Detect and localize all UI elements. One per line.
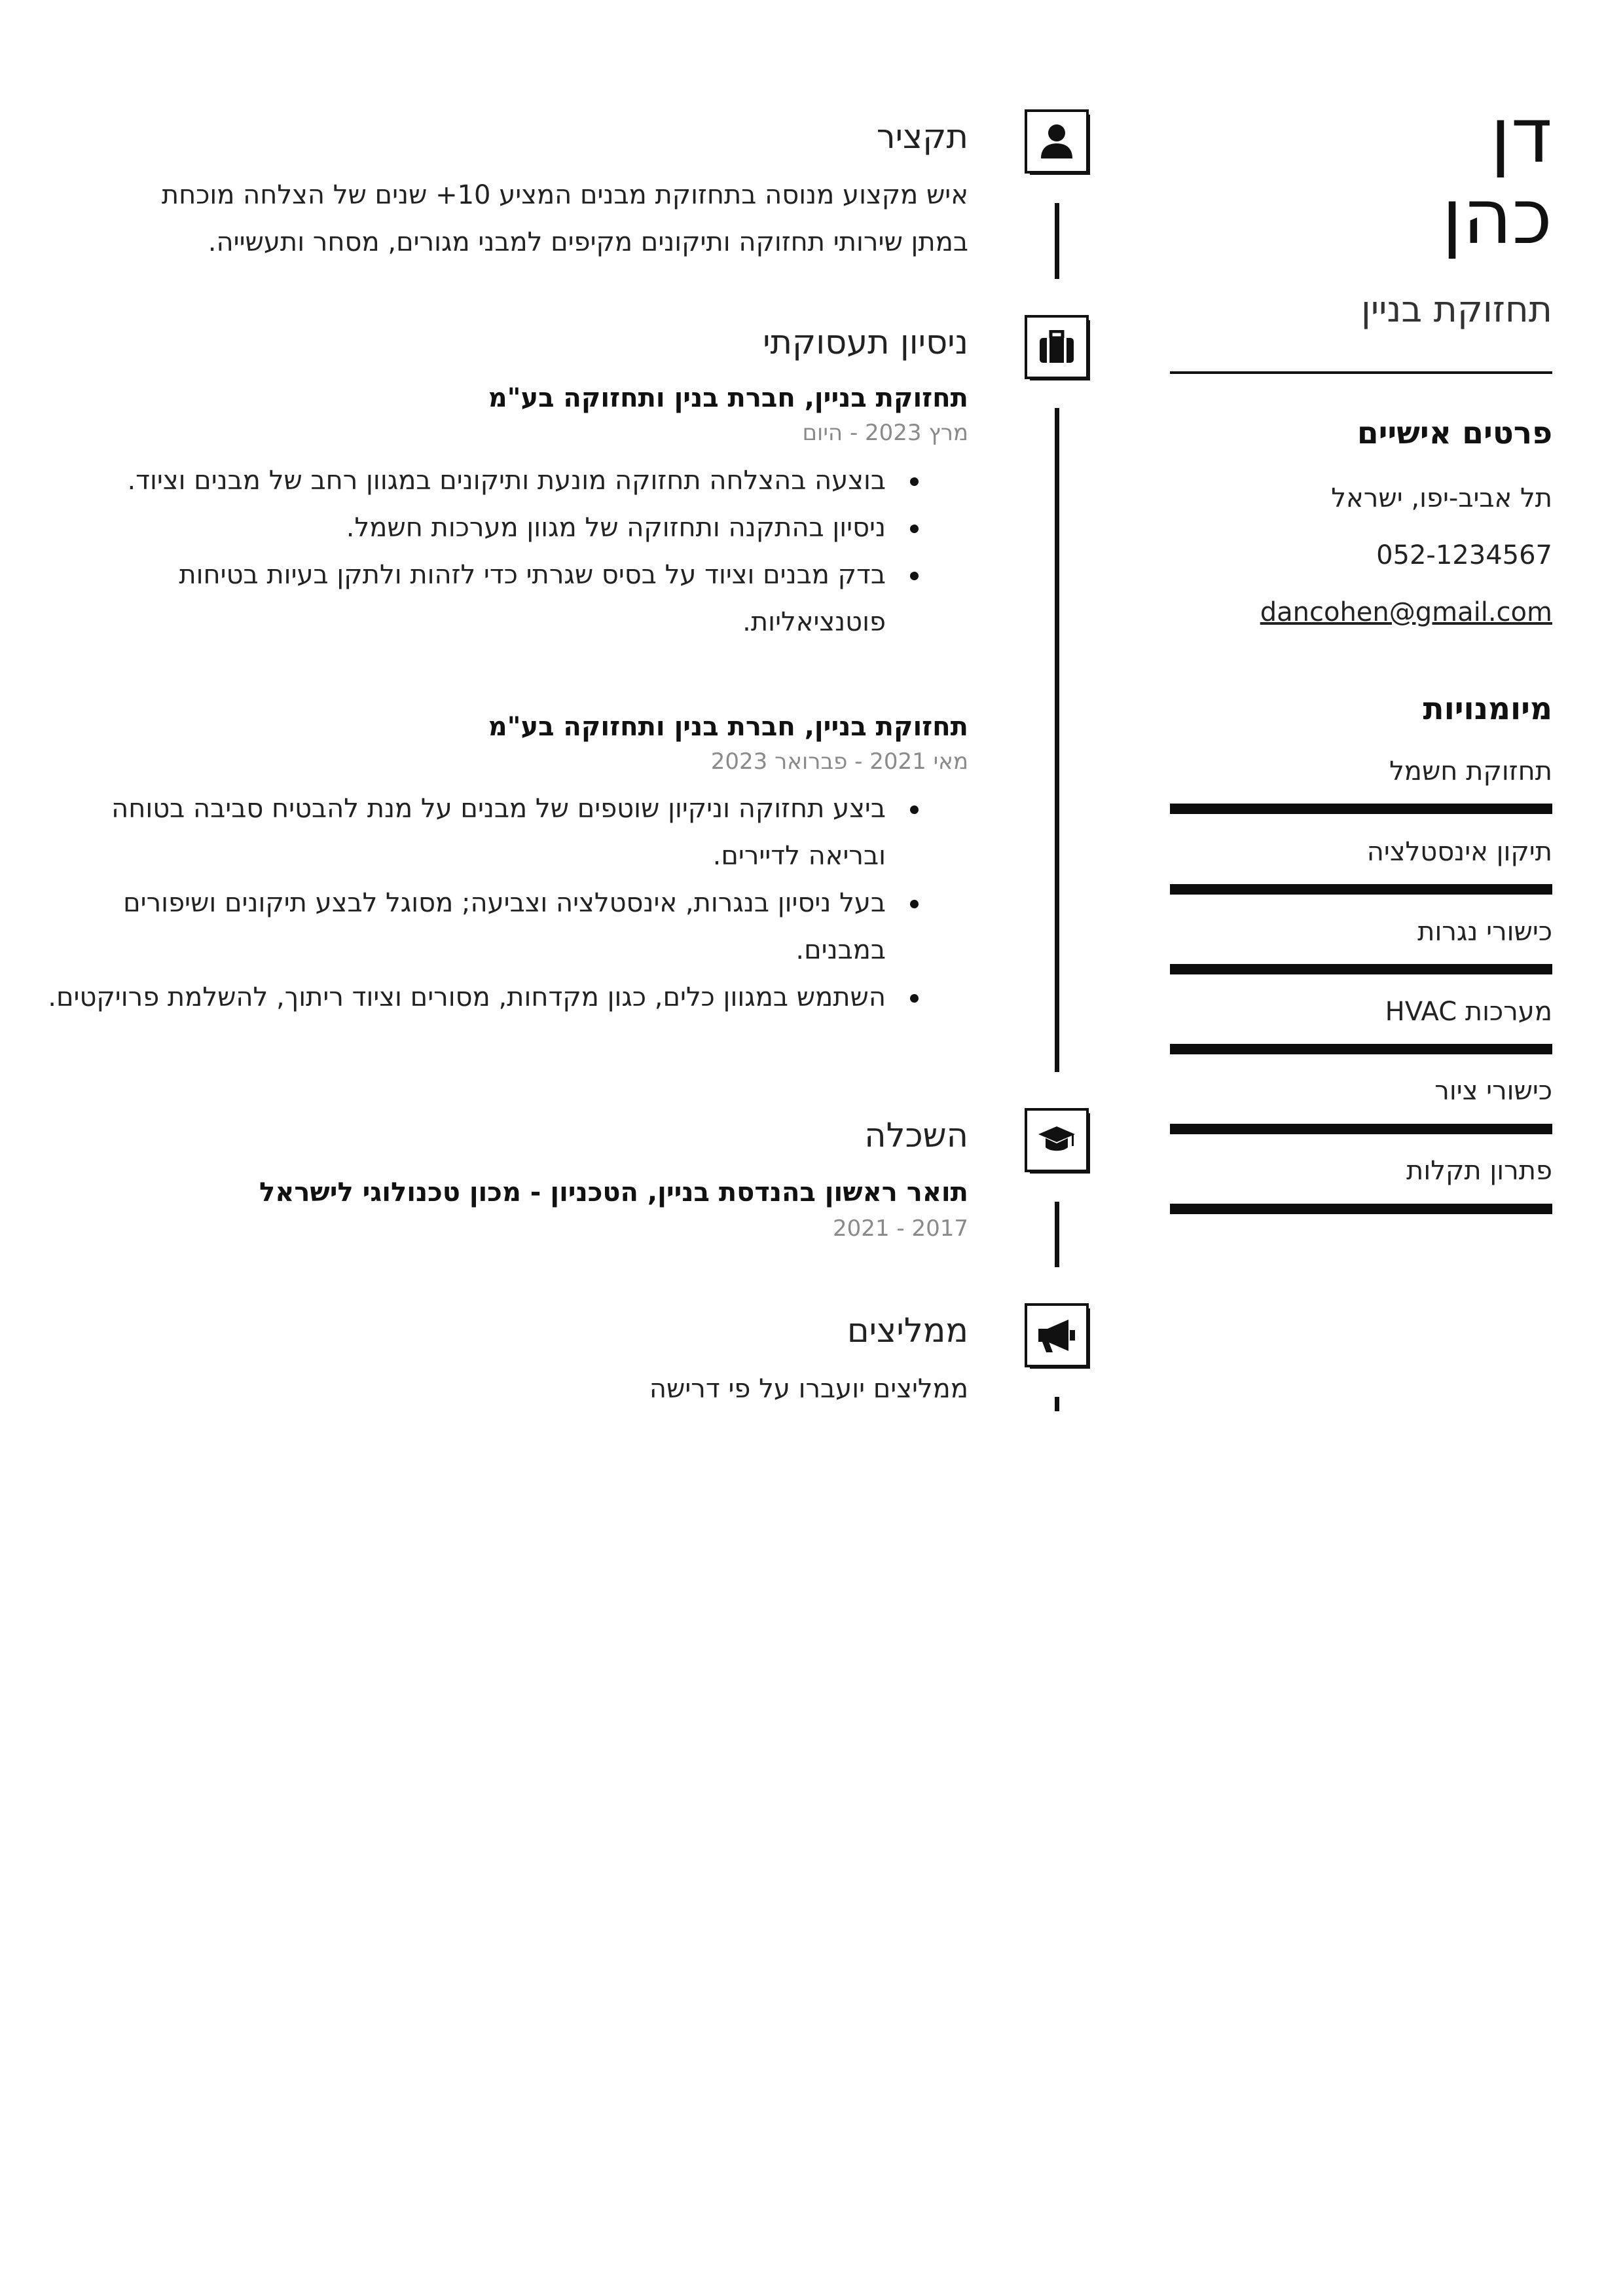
skill-bar <box>1170 1204 1552 1214</box>
list-item: ניסיון בהתקנה ותחזוקה של מגוון מערכות חשמל. <box>41 504 886 551</box>
briefcase-icon <box>1025 315 1089 379</box>
first-name: דן <box>1490 92 1552 180</box>
list-item: בדק מבנים וציוד על בסיס שגרתי כדי לזהות ולתקן בעיות בטיחות פוטנציאליות. <box>41 551 886 646</box>
skills-heading: מיומנויות <box>1423 691 1552 727</box>
timeline-line <box>1055 203 1059 279</box>
skill-label: כישורי ציור <box>1434 1076 1552 1106</box>
location-text: תל אביב-יפו, ישראל <box>1331 483 1552 513</box>
last-name: כהן <box>1442 173 1552 261</box>
skill-bar <box>1170 1044 1552 1054</box>
education-dates: 2017 - 2021 <box>833 1215 968 1242</box>
summary-title: תקציר <box>876 118 968 157</box>
phone-text: 052-1234567 <box>1376 540 1552 570</box>
email-link[interactable]: dancohen@gmail.com <box>1260 597 1552 627</box>
skill-label: תיקון אינסטלציה <box>1366 837 1552 867</box>
skill-label: כישורי נגרות <box>1417 917 1552 947</box>
skill-bar <box>1170 964 1552 974</box>
job-heading: תחזוקת בניין, חברת בנין ותחזוקה בע"מ <box>488 712 968 742</box>
education-degree: תואר ראשון בהנדסת בניין, הטכניון - מכון טכנולוגי לישראל <box>259 1177 968 1208</box>
job-title: תחזוקת בניין <box>1360 288 1552 330</box>
timeline-line <box>1055 1202 1059 1267</box>
user-icon <box>1025 109 1089 174</box>
sidebar-divider <box>1170 371 1552 374</box>
list-item: בוצעה בהצלחה תחזוקה מונעת ותיקונים במגוון רחב של מבנים וציוד. <box>41 457 886 504</box>
list-item: ביצע תחזוקה וניקיון שוטפים של מבנים על מנת להבטיח סביבה בטוחה ובריאה לדיירים. <box>41 785 886 880</box>
skill-bar <box>1170 1124 1552 1134</box>
job-heading: תחזוקת בניין, חברת בנין ותחזוקה בע"מ <box>488 383 968 413</box>
education-title: השכלה <box>864 1117 968 1155</box>
skill-label: מערכות HVAC <box>1385 997 1552 1027</box>
summary-text: איש מקצוע מנוסה בתחזוקת מבנים המציע 10+ שנים של הצלחה מוכחת במתן שירותי תחזוקה ותיקונים מקיפים למבני מגורים, מסחר ותעשייה. <box>161 180 968 257</box>
graduation-cap-icon <box>1025 1108 1089 1172</box>
job-bullet-list <box>41 785 968 1021</box>
skill-label: פתרון תקלות <box>1406 1156 1552 1186</box>
experience-title: ניסיון תעסוקתי <box>763 324 968 362</box>
timeline-line <box>1055 1397 1059 1411</box>
job-dates: מרץ 2023 - היום <box>802 420 968 446</box>
job-dates: מאי 2021 - פברואר 2023 <box>710 749 968 775</box>
personal-details-heading: פרטים אישיים <box>1357 415 1552 451</box>
references-text: ממליצים יועברו על פי דרישה <box>649 1374 968 1404</box>
skill-bar <box>1170 884 1552 895</box>
job-bullet-list <box>41 457 968 646</box>
megaphone-icon <box>1025 1303 1089 1367</box>
timeline-line <box>1055 408 1059 1072</box>
skill-label: תחזוקת חשמל <box>1389 756 1552 787</box>
list-item: השתמש במגוון כלים, כגון מקדחות, מסורים וציוד ריתוך, להשלמת פרויקטים. <box>41 974 886 1021</box>
skill-bar <box>1170 804 1552 814</box>
references-title: ממליצים <box>847 1312 968 1350</box>
list-item: בעל ניסיון בנגרות, אינסטלציה וצביעה; מסוגל לבצע תיקונים ושיפורים במבנים. <box>41 880 886 974</box>
